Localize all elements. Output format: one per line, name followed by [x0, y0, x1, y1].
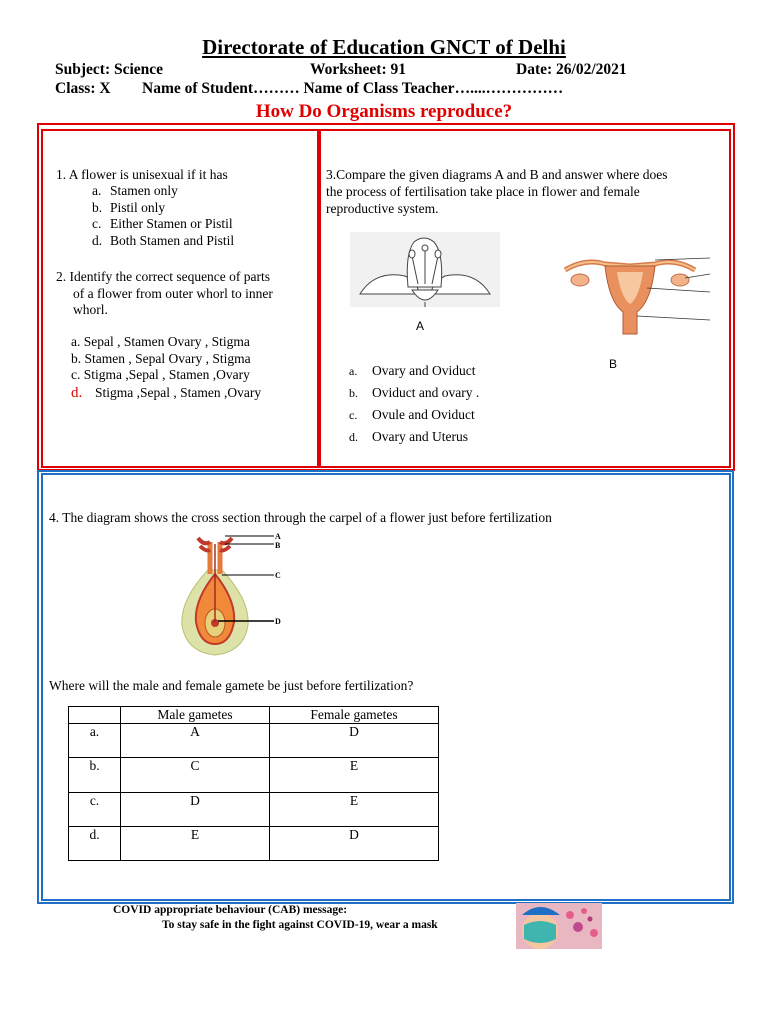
table-cell: a.	[69, 724, 121, 758]
q1-option-d: d. Both Stamen and Pistil	[92, 233, 235, 249]
q3-option-d: d. Ovary and Uterus	[349, 429, 468, 444]
q3-question-line3: reproductive system.	[326, 201, 439, 216]
q2-question-line2: of a flower from outer whorl to inner	[73, 286, 273, 301]
table-cell: E	[270, 758, 439, 793]
q4-sub-question: Where will the male and female gamete be just before fertilization?	[49, 678, 414, 693]
label-carpel-b: B	[275, 541, 281, 550]
table-header-cell: Male gametes	[121, 707, 270, 724]
virus-1	[566, 911, 574, 919]
virus-4	[590, 929, 598, 937]
worksheet-label: Worksheet: 91	[310, 61, 407, 78]
table-header-row	[69, 707, 439, 724]
q1-option-a: a. Stamen only	[92, 183, 178, 198]
table-cell: C	[121, 758, 270, 793]
table-row	[69, 758, 439, 793]
q2-question-line1: 2. Identify the correct sequence of parts	[56, 269, 271, 284]
virus-3	[573, 922, 583, 932]
q4-question: 4. The diagram shows the cross section through the carpel of a flower just before fertilization	[49, 510, 552, 525]
q3-option-a: a. Ovary and Oviduct	[349, 363, 476, 378]
anther-left	[409, 250, 415, 258]
virus-2	[581, 908, 587, 914]
class-label: Class: X	[55, 80, 111, 97]
q3-option-c: c. Ovule and Oviduct	[349, 407, 475, 422]
q2-option-d: d. Stigma ,Sepal , Stamen ,Ovary	[71, 385, 262, 402]
anther-right	[435, 250, 441, 258]
pointer-2	[685, 274, 710, 278]
q2-option-c: c. Stigma ,Sepal , Stamen ,Ovary	[71, 367, 250, 383]
ovary-right	[671, 274, 689, 286]
mask-illustration	[516, 903, 602, 949]
virus-5	[588, 917, 593, 922]
q3-question-line2: the process of fertilisation take place in flower and female	[326, 184, 640, 199]
q1-option-c: c. Either Stamen or Pistil	[92, 216, 233, 232]
student-teacher-label: Name of Student……… Name of Class Teacher…....……………	[142, 80, 564, 97]
q1-option-b: b. Pistil only	[92, 199, 166, 215]
table-cell: D	[121, 793, 270, 827]
q2-option-a: a. Sepal , Stamen Ovary , Stigma	[71, 334, 250, 349]
label-a: A	[416, 319, 425, 333]
table-cell: b.	[69, 758, 121, 793]
pointer-3	[647, 288, 710, 292]
q2-option-b: b. Stamen , Sepal Ovary , Stigma	[71, 350, 251, 366]
covid-message-text: To stay safe in the fight against COVID-19, wear a mask	[162, 919, 438, 931]
table-cell: D	[270, 724, 439, 758]
table-row	[69, 724, 439, 758]
q3-option-b: b. Oviduct and ovary .	[349, 385, 480, 400]
table-header-cell: Female gametes	[270, 707, 439, 724]
table-row	[69, 827, 439, 861]
pointer-4	[637, 316, 710, 320]
table-cell: E	[121, 827, 270, 861]
carpel-diagram	[170, 530, 290, 660]
mask	[524, 921, 556, 943]
gametes-table	[68, 706, 439, 861]
pointer-1	[655, 258, 710, 260]
label-carpel-c: C	[275, 571, 281, 580]
label-b: B	[609, 357, 618, 371]
q2-question-line3: whorl.	[73, 302, 108, 317]
topic-title: How Do Organisms reproduce?	[255, 101, 513, 122]
page-title: Directorate of Education GNCT of Delhi	[202, 35, 566, 59]
q3-options	[349, 360, 479, 448]
stigma	[422, 245, 428, 251]
q1-options	[92, 183, 234, 250]
label-carpel-a: A	[275, 532, 281, 541]
table-cell: D	[270, 827, 439, 861]
reproductive-diagram-b	[555, 252, 715, 372]
table-cell: E	[270, 793, 439, 827]
table-row	[69, 793, 439, 827]
label-carpel-d: D	[275, 617, 281, 626]
table-cell: A	[121, 724, 270, 758]
subject-label: Subject: Science	[55, 61, 164, 78]
ovary-left	[571, 274, 589, 286]
table-cell: c.	[69, 793, 121, 827]
table-cell: d.	[69, 827, 121, 861]
flower-diagram-a	[350, 232, 500, 337]
q3-question-line1: 3.Compare the given diagrams A and B and answer where does	[326, 167, 668, 182]
q2-options	[71, 334, 261, 402]
q1-question: 1. A flower is unisexual if it has	[56, 167, 228, 182]
date-label: Date: 26/02/2021	[516, 61, 627, 78]
covid-message-title: COVID appropriate behaviour (CAB) message:	[113, 904, 348, 916]
table-header-cell	[69, 707, 121, 724]
